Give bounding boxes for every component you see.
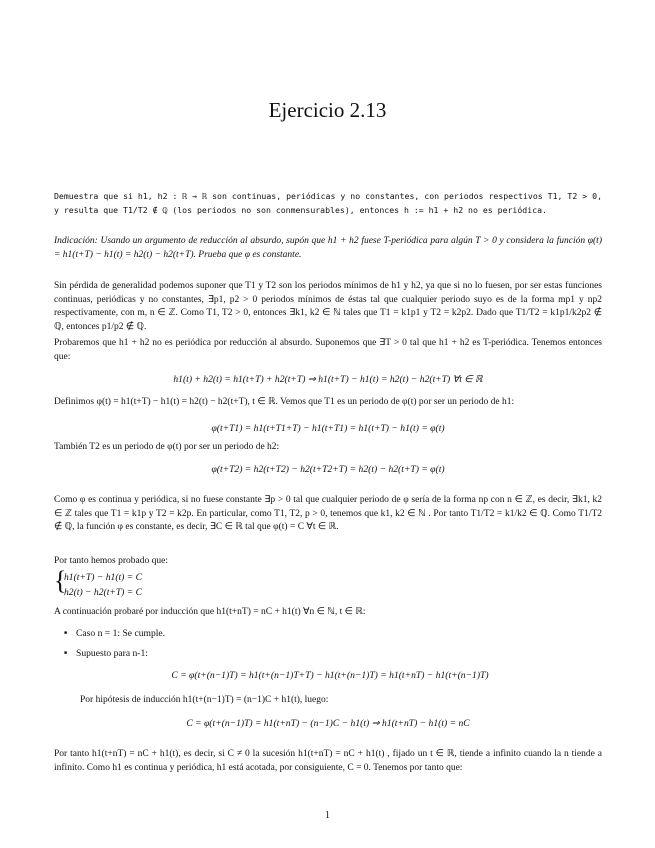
- equation-4: C = φ(t+(n−1)T) = h1(t+(n−1)T+T) − h1(t+(n−1)T) = h1(t+nT) − h1(t+(n−1)T): [171, 670, 489, 681]
- paragraph-9: Por tanto h1(t+nT) = nC + h1(t), es decir, si C ≠ 0 la sucesión h1(t+nT) = nC + h1(t) , fijado un t ∈ ℝ, tiende a infinito cuando la n tiende a infinito. Como h1 es continua y periódica, h1 está acotada, por consiguiente, C = 0. Tenemos por tanto que:: [54, 749, 602, 773]
- system-line-2: h2(t) − h2(t+T) = C: [64, 587, 143, 598]
- equation-2: φ(t+T1) = h1(t+T1+T) − h1(t+T1) = h1(t+T) − h1(t) = φ(t): [211, 423, 445, 434]
- paragraph-1: Sin pérdida de generalidad podemos suponer que T1 y T2 son los periodos mínimos de h1 y h2, ya que si no lo fuesen, por ser estas funciones continuas, periódicas y no constantes, ∃p1, p2 > 0 periodos mínimos de éstas tal que cualquier periodo suyo es de la forma mp1 y np2 respectivamente, con m, n ∈ ℤ. Como T1, T2 > 0, entonces ∃k1, k2 ∈ ℕ tales que T1 = k1p1 y T2 = k2p2. Dado que T1/T2 = k1p1/k2p2 ∉ ℚ, entonces p1/p2 ∉ ℚ.: [54, 281, 602, 332]
- paragraph-5: Como φ es continua y periódica, si no fuese constante ∃p > 0 tal que cualquier periodo de φ sería de la forma np con n ∈ ℤ, es decir, ∃k1, k2 ∈ ℤ tales que T1 = k1p y T2 = k2p. En particular, como T1, T2, p > 0, tenemos que k1, k2 ∈ ℕ . Por tanto T1/T2 = k1/k2 ∈ ℚ. Como T1/T2 ∉ ℚ, la función φ es constante, es decir, ∃C ∈ ℝ tal que φ(t) = C ∀t ∈ ℝ.: [54, 495, 602, 533]
- system-line-1: h1(t+T) − h1(t) = C: [64, 572, 143, 583]
- system-brace: {: [54, 566, 67, 595]
- paragraph-3: Definimos φ(t) = h1(t+T) − h1(t) = h2(t) − h2(t+T), t ∈ ℝ. Vemos que T1 es un periodo de φ(t) por ser un periodo de h1:: [54, 397, 515, 407]
- page-title: Ejercicio 2.13: [268, 98, 387, 122]
- problem-statement: Demuestra que si h1, h2 : ℝ → ℝ son continuas, periódicas y no constantes, con periodos respectivos T1, T2 > 0, y resulta que T1/T2 ∉ ℚ (los periodos no son conmensurables), entonces h := h1 + h2 no es periódica.: [54, 191, 602, 215]
- paragraph-8: Por hipótesis de inducción h1(t+(n−1)T) = (n−1)C + h1(t), luego:: [80, 695, 329, 705]
- equation-5: C = φ(t+(n−1)T) = h1(t+nT) − (n−1)C − h1(t) ⇒ h1(t+nT) − h1(t) = nC: [186, 718, 470, 729]
- paragraph-4: También T2 es un periodo de φ(t) por ser un periodo de h2:: [54, 442, 280, 452]
- equation-3: φ(t+T2) = h2(t+T2) − h2(t+T2+T) = h2(t) − h2(t+T) = φ(t): [211, 464, 445, 475]
- bullet-case-1: ■ Caso n = 1: Se cumple.: [76, 628, 165, 639]
- paragraph-6: Por tanto hemos probado que:: [54, 556, 168, 566]
- equation-1: h1(t) + h2(t) = h1(t+T) + h2(t+T) ⇒ h1(t+T) − h1(t) = h2(t) − h2(t+T) ∀t ∈ ℝ: [173, 374, 483, 385]
- paragraph-2: Probaremos que h1 + h2 no es periódica por reducción al absurdo. Suponemos que ∃T > 0 tal que h1 + h2 es T-periódica. Tenemos entonces que:: [54, 338, 602, 362]
- hint: Indicación: Usando un argumento de reducción al absurdo, supón que h1 + h2 fuese T-periódica para algún T > 0 y considera la función φ(t) = h1(t+T) − h1(t) = h2(t) − h2(t+T). Prueba que φ es constante.: [54, 236, 602, 260]
- paragraph-7: A continuación probaré por inducción que h1(t+nT) = nC + h1(t) ∀n ∈ ℕ, t ∈ ℝ:: [54, 607, 366, 617]
- page-number: 1: [325, 810, 330, 821]
- bullet-case-n: ■ Supuesto para n-1:: [76, 648, 148, 659]
